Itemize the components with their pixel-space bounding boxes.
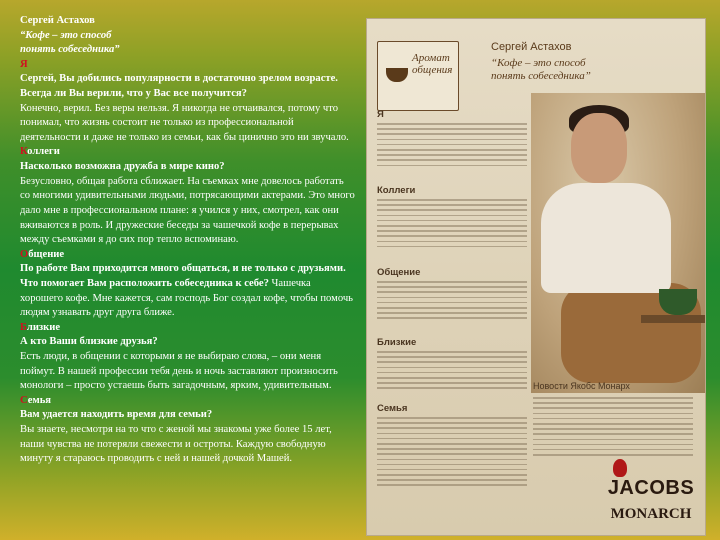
answer-2: Безусловно, общая работа сближает. На съемках мне довелось работать со многими удивительными людьми, потрясающими актерами. Это много дало мне в профессиональном плане: я учился у них, смотрел, как они вживаются в роль. И дружеские беседы за чашечкой кофе в перерывах между съемками я до сих пор тепло вспоминаю. [20, 175, 355, 246]
brand-monarch: MONARCH [610, 506, 692, 522]
section-close-heading: Близкие [20, 321, 61, 333]
section-ya-heading: Я [20, 58, 28, 70]
mag-section-2: Коллеги [377, 185, 416, 196]
logo-line-2: общения [412, 64, 453, 77]
mag-section-1: Я [377, 109, 384, 120]
answer-5: Вы знаете, несмотря на то что с женой мы знакомы уже более 15 лет, наши чувства не потеряли свежести и остроты. Каждую свободную минуту я стараюсь проводить с ней и нашей дочкой Машей. [20, 424, 332, 465]
jacobs-monarch-logo [599, 477, 703, 523]
news-text [533, 397, 693, 459]
question-4: А кто Ваши близкие друзья? [20, 336, 158, 348]
question-3: По работе Вам приходится много общаться, и не только с друзьями. Что помогает Вам расположить собеседника к себе? [20, 263, 346, 289]
question-5: Вам удается находить время для семьи? [20, 409, 213, 421]
answer-1: Конечно, верил. Без веры нельзя. Я никогда не отчаивался, потому что понимал, что жизнь состоит не только из профессиональной деятельности и даже не только из семьи, как бы цинично это ни звучало. [20, 102, 349, 143]
actor-photo [531, 93, 705, 393]
mag-text-1 [377, 123, 527, 170]
brand-jacobs: JACOBS [607, 477, 695, 499]
green-cup-icon [659, 289, 697, 315]
mag-text-5 [377, 417, 527, 490]
question-2: Насколько возможна дружба в мире кино? [20, 161, 225, 173]
mag-section-5: Семья [377, 403, 408, 414]
quote-line-2: понять собеседника” [20, 44, 120, 56]
answer-4: Есть люди, в общении с которыми я не выбираю слова, – они меня поймут. В нашей профессии тебя день и ночь заставляют произносить монологи – просто устаешь быть загадочным, ярким, удивительным. [20, 351, 338, 392]
section-family-heading: Семья [20, 394, 52, 406]
section-colleagues-heading: Коллеги [20, 146, 60, 158]
magazine-name: Сергей Астахов [491, 41, 572, 53]
mag-section-4: Близкие [377, 337, 417, 348]
answer-3: Чашечка хорошего кофе. Мне кажется, сам господь Бог создал кофе, чтобы помочь людям узнавать друг друга ближе. [20, 277, 354, 319]
quote-line-1: “Кофе – это способ [20, 29, 112, 41]
magazine-page-image [366, 18, 706, 536]
logo-line-1: Аромат [412, 52, 450, 64]
section-communication-heading: Общение [20, 248, 65, 260]
question-1: Сергей, Вы добились популярности в достаточно зрелом возрасте. Всегда ли Вы верили, что у Вас все получится? [20, 73, 338, 100]
interview-text [20, 14, 356, 538]
mag-text-4 [377, 351, 527, 393]
mag-text-2 [377, 199, 527, 251]
jacobs-cup-icon [613, 459, 627, 477]
mag-section-3: Общение [377, 267, 421, 278]
aromat-logo [377, 41, 459, 111]
magazine-quote: “Кофе – это способ понять собеседника” [491, 57, 591, 83]
news-heading: Новости Якобс Монарх [533, 381, 630, 391]
author-name: Сергей Астахов [20, 15, 95, 26]
question-answer-3 [20, 262, 356, 320]
coffee-cup-icon [386, 68, 408, 82]
mag-text-3 [377, 281, 527, 323]
